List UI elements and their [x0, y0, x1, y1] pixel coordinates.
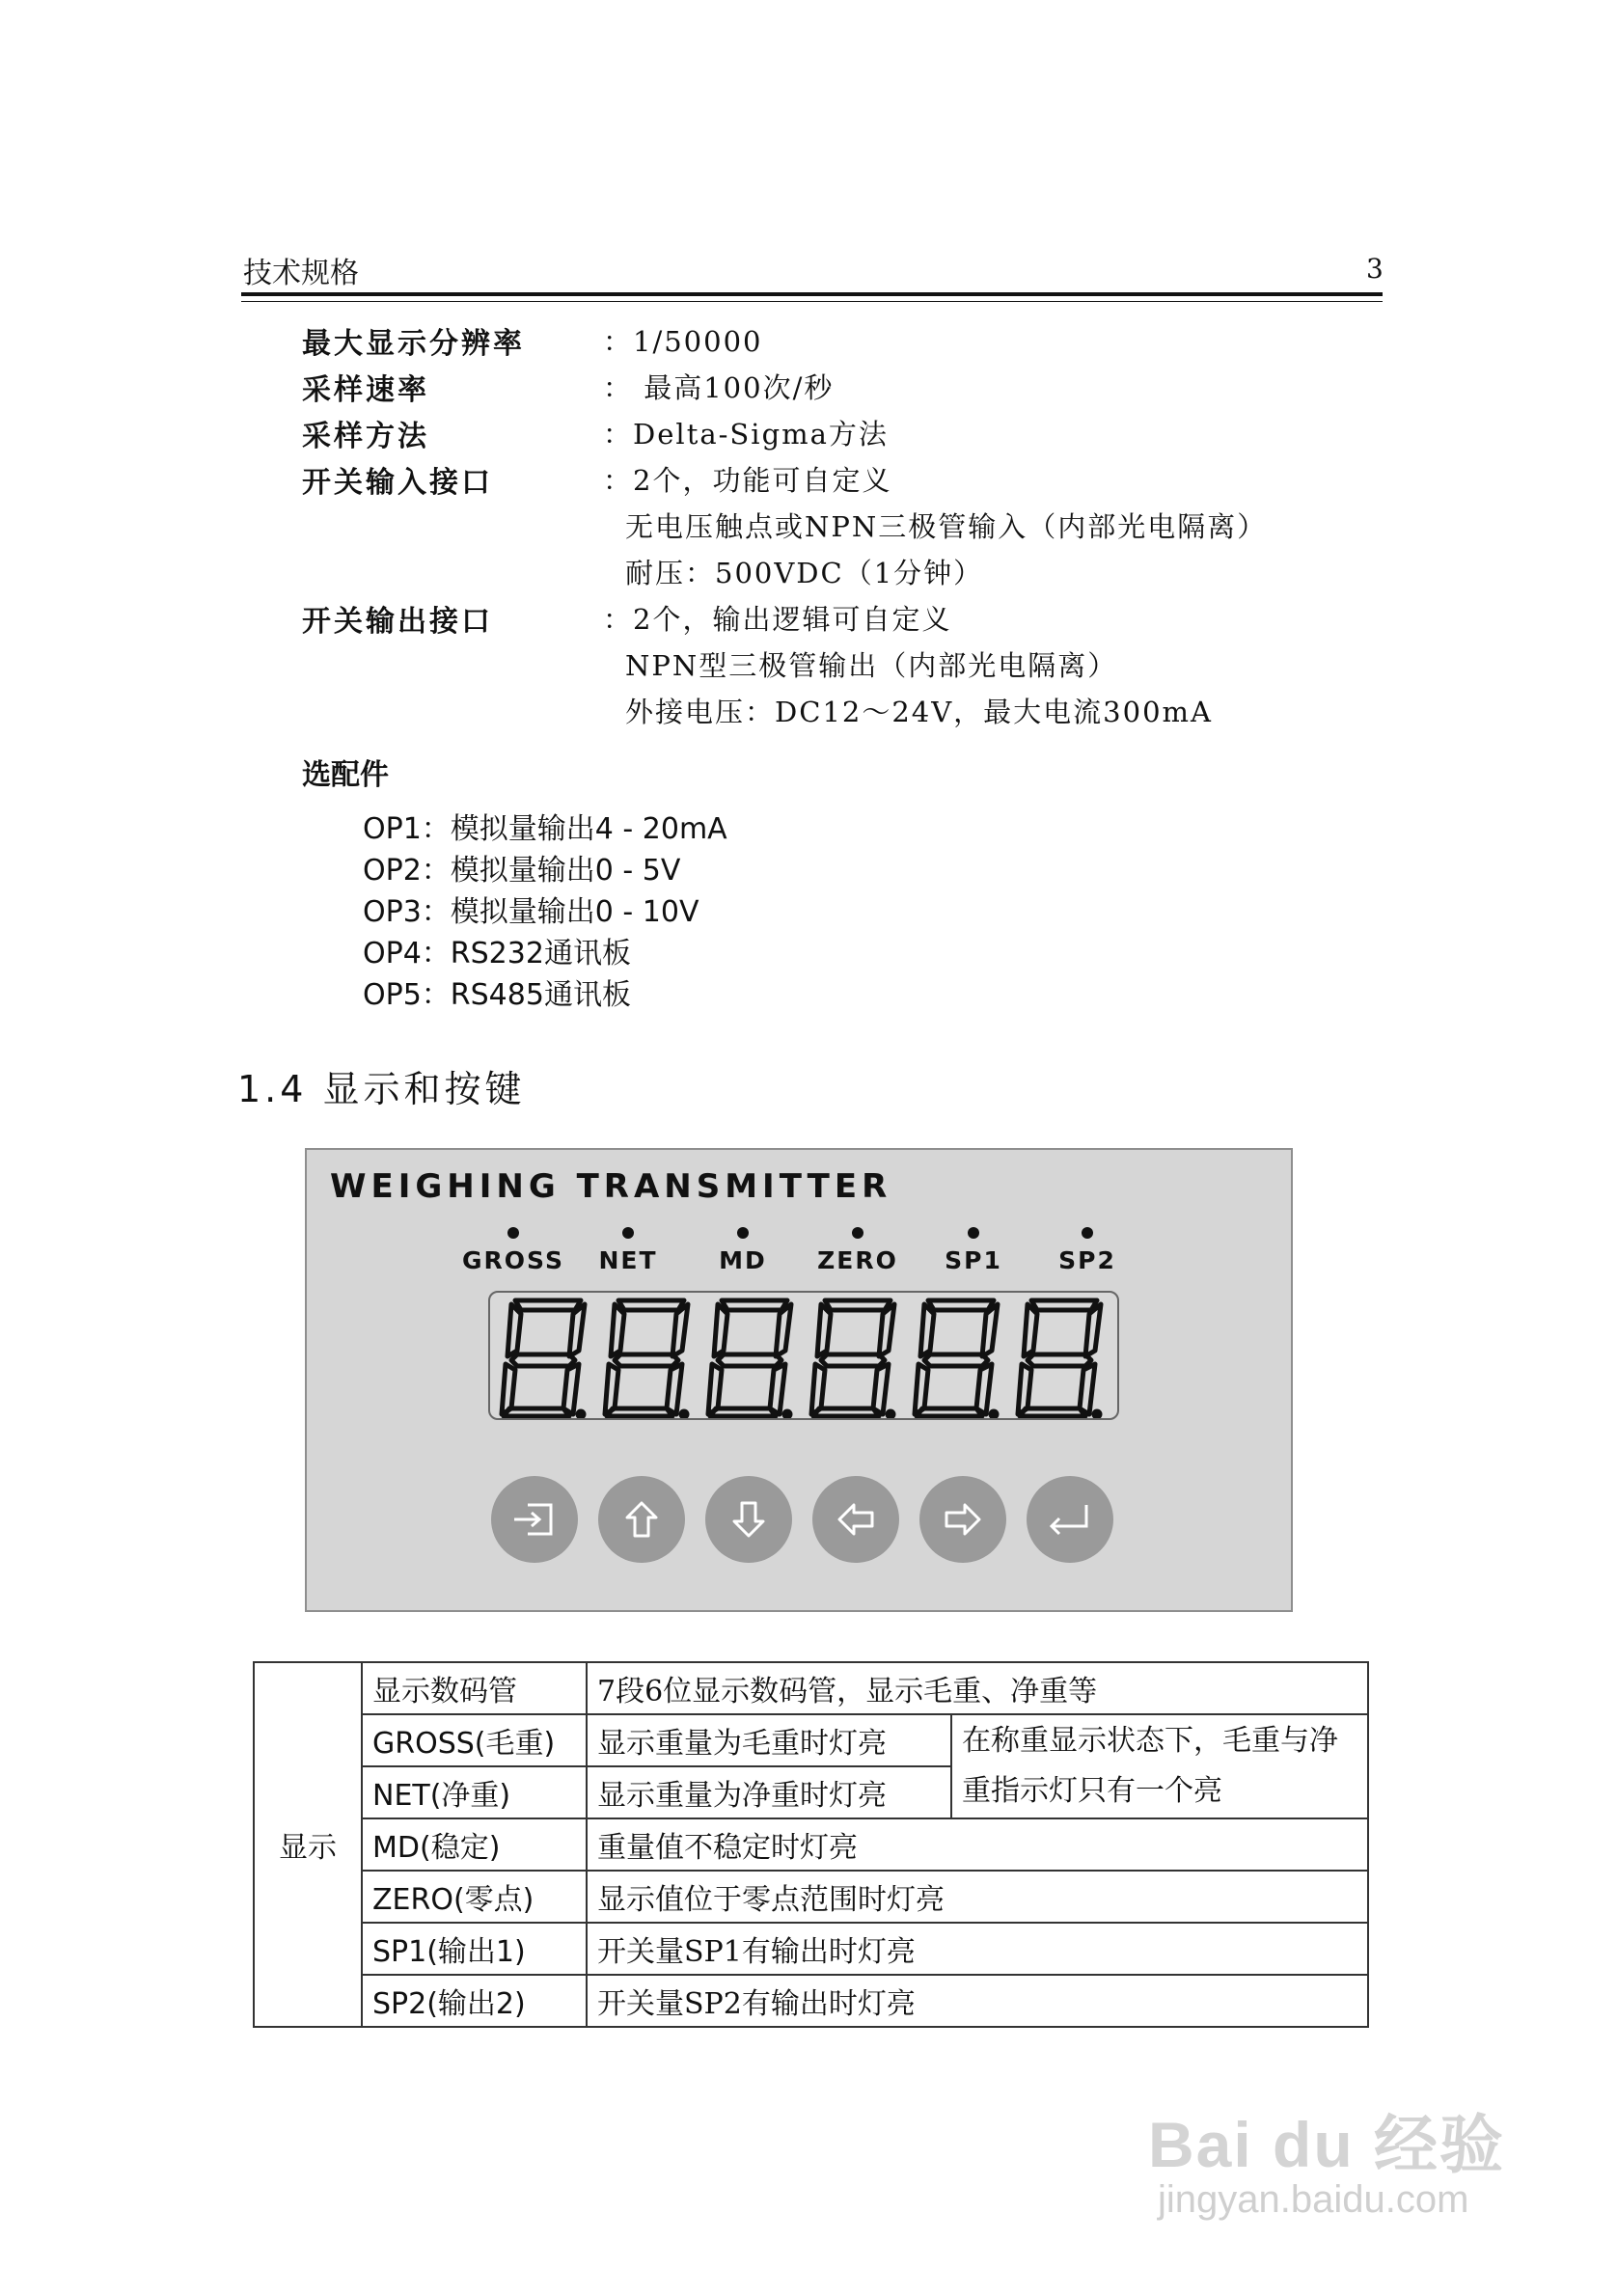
table-desc: 显示重量为毛重时灯亮: [587, 1714, 951, 1766]
down-button[interactable]: [705, 1476, 792, 1563]
table-desc: 重量值不稳定时灯亮: [587, 1818, 1368, 1871]
option-item: OP5：RS485通讯板: [363, 978, 631, 1012]
spec-value: ：Delta-Sigma方法: [603, 418, 889, 451]
sp1-led: [968, 1227, 979, 1239]
enter-button[interactable]: [1027, 1476, 1113, 1563]
table-item: SP1(输出1): [362, 1923, 587, 1975]
net-led: [622, 1227, 634, 1239]
spec-label: 最大显示分辨率: [302, 327, 525, 361]
watermark-url: jingyan.baidu.com: [1158, 2178, 1469, 2221]
options-title: 选配件: [302, 758, 389, 792]
table-desc: 开关量SP1有输出时灯亮: [587, 1923, 1368, 1975]
header-rule: [241, 292, 1383, 296]
table-category: 显示: [254, 1662, 362, 2027]
gross-led: [507, 1227, 519, 1239]
up-arrow-icon: [598, 1476, 685, 1563]
panel-title: WEIGHING TRANSMITTER: [330, 1167, 892, 1206]
left-button[interactable]: [812, 1476, 899, 1563]
display-description-table: [253, 1661, 1369, 2028]
table-item: 显示数码管: [362, 1662, 587, 1714]
spec-detail: NPN型三极管输出（内部光电隔离）: [625, 649, 1118, 682]
spec-value: ： 最高100次/秒: [603, 371, 835, 404]
transmitter-panel: [305, 1148, 1293, 1612]
option-item: OP4：RS232通讯板: [363, 937, 631, 970]
down-arrow-icon: [705, 1476, 792, 1563]
option-item: OP2：模拟量输出0 - 5V: [363, 854, 681, 888]
spec-detail: 耐压：500VDC（1分钟）: [625, 557, 984, 589]
display-digits-graphic: [490, 1293, 1117, 1418]
spec-label: 开关输入接口: [302, 466, 493, 500]
zero-led: [852, 1227, 863, 1239]
header-title: 技术规格: [243, 257, 359, 290]
table-desc: 7段6位显示数码管，显示毛重、净重等: [587, 1662, 1368, 1714]
up-button[interactable]: [598, 1476, 685, 1563]
table-item: GROSS(毛重): [362, 1714, 587, 1766]
indicator-label-zero: ZERO: [817, 1246, 898, 1274]
page-number: 3: [1366, 253, 1384, 285]
spec-detail: 外接电压：DC12～24V，最大电流300mA: [625, 696, 1213, 728]
table-desc: 开关量SP2有输出时灯亮: [587, 1975, 1368, 2027]
indicator-label-md: MD: [719, 1246, 767, 1274]
spec-detail: 无电压触点或NPN三极管输入（内部光电隔离）: [625, 510, 1268, 543]
indicator-label-gross: GROSS: [462, 1246, 564, 1274]
indicator-label-sp1: SP1: [945, 1246, 1002, 1274]
spec-label: 采样速率: [302, 373, 429, 407]
spec-value: ：2个，功能可自定义: [603, 464, 892, 497]
option-item: OP3：模拟量输出0 - 10V: [363, 895, 699, 929]
table-item: ZERO(零点): [362, 1871, 587, 1923]
table-item: NET(净重): [362, 1766, 587, 1818]
exit-button[interactable]: [491, 1476, 578, 1563]
seven-segment-display: [488, 1291, 1119, 1420]
spec-label: 采样方法: [302, 420, 429, 453]
md-led: [737, 1227, 749, 1239]
table-item: MD(稳定): [362, 1818, 587, 1871]
left-arrow-icon: [812, 1476, 899, 1563]
option-item: OP1：模拟量输出4 - 20mA: [363, 812, 727, 846]
section-title: 1.4 显示和按键: [237, 1068, 526, 1110]
indicator-label-sp2: SP2: [1058, 1246, 1116, 1274]
spec-label: 开关输出接口: [302, 605, 493, 639]
right-button[interactable]: [919, 1476, 1006, 1563]
table-desc: 显示重量为净重时灯亮: [587, 1766, 951, 1818]
table-item: SP2(输出2): [362, 1975, 587, 2027]
header-rule-thin: [241, 301, 1383, 302]
indicator-label-net: NET: [598, 1246, 658, 1274]
table-desc: 显示值位于零点范围时灯亮: [587, 1871, 1368, 1923]
table-note: 在称重显示状态下，毛重与净重指示灯只有一个亮: [951, 1714, 1368, 1818]
spec-value: ：2个，输出逻辑可自定义: [603, 603, 952, 636]
spec-value: ：1/50000: [603, 325, 763, 358]
sp2-led: [1082, 1227, 1093, 1239]
enter-icon: [1027, 1476, 1113, 1563]
right-arrow-icon: [919, 1476, 1006, 1563]
watermark-logo: Bai du 经验: [1148, 2109, 1506, 2180]
exit-icon: [491, 1476, 578, 1563]
